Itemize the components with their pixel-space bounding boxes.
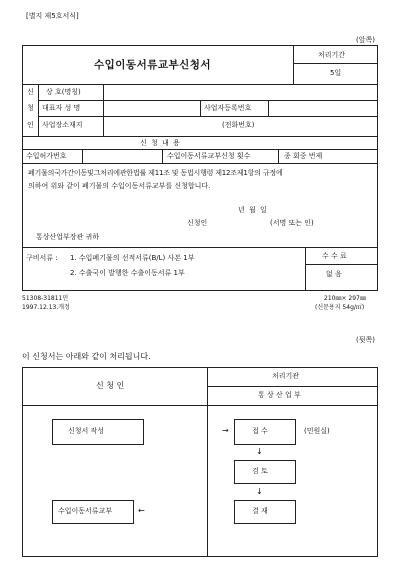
copies-requested-suffix: 종 회중 번제 bbox=[284, 152, 323, 160]
paper-size: 210㎜× 297㎜ bbox=[324, 295, 366, 302]
processing-period-value: 5일 bbox=[330, 69, 342, 77]
business-address-label: 사업장소재지 bbox=[42, 121, 83, 129]
attachment-item-1: 1. 수입폐기물의 선적서류(B/L) 사본 1부 bbox=[70, 254, 195, 262]
back-side-label: (뒷쪽) bbox=[356, 336, 375, 344]
form-number-label: [별지 제5호서식] bbox=[26, 12, 79, 20]
step-write-label: 신청서 작성 bbox=[68, 427, 105, 435]
step-issue-label: 수입이동서류교부 bbox=[58, 507, 113, 515]
addressee: 통상산업부장관 귀하 bbox=[36, 233, 100, 241]
form-title: 수입이동서류교부신청서 bbox=[94, 59, 212, 71]
attachments-label: 구비서류 : bbox=[26, 254, 58, 262]
request-content-heading: 신 청 내 용 bbox=[140, 139, 181, 147]
business-registration-label: 사업자등록번호 bbox=[204, 104, 252, 112]
processing-agency-label: 처리기관 bbox=[272, 372, 300, 380]
signature-label: (서명 또는 인) bbox=[270, 219, 314, 227]
back-intro-text: 이 신청서는 아래와 같이 처리됩니다. bbox=[22, 352, 151, 361]
step-receive-note: (민원실) bbox=[304, 427, 330, 435]
applicant-side-char-1: 신 bbox=[27, 88, 34, 96]
processing-period-label: 처리기간 bbox=[318, 51, 346, 59]
date-fields: 년 월 일 bbox=[238, 206, 268, 214]
applicant-side-char-2: 청 bbox=[27, 104, 34, 112]
attachment-item-2: 2. 수출국이 발행한 수출이동서류 1부 bbox=[70, 269, 185, 277]
fee-value: 없 음 bbox=[326, 270, 342, 278]
step-approve-label: 결 재 bbox=[252, 507, 268, 515]
statement-line-2: 의하여 위와 같이 폐기물의 수입이동서류교부를 신청합니다. bbox=[28, 182, 211, 190]
copies-requested-label: 수입이동서류교부신청 횟수 bbox=[167, 152, 251, 160]
step-review-label: 검 토 bbox=[252, 467, 268, 475]
phone-number-label: (전화번호) bbox=[222, 121, 255, 129]
arrow-down-icon: ↓ bbox=[256, 487, 263, 496]
applicant-sign-label: 신청인 bbox=[187, 219, 208, 227]
fee-label: 수 수 료 bbox=[322, 252, 347, 260]
statement-line-1: 폐기물의국가간이동및그처리에관한법률 제11조 및 동법시행령 제12조제1항의 규정에 bbox=[28, 169, 283, 177]
paper-spec: (신문용지 54g/㎡) bbox=[315, 304, 365, 311]
applicant-column-header: 신 청 인 bbox=[96, 381, 125, 390]
representative-name-label: 대표자 성 명 bbox=[42, 104, 81, 112]
import-permit-label: 수입허가번호 bbox=[26, 152, 67, 160]
arrow-right-icon: → bbox=[222, 426, 229, 435]
form-code: 51308-31811민 bbox=[22, 295, 69, 302]
front-side-label: (앞쪽) bbox=[356, 36, 375, 44]
arrow-left-icon: ← bbox=[138, 506, 145, 515]
arrow-down-icon: ↓ bbox=[256, 447, 263, 456]
applicant-side-char-3: 인 bbox=[27, 121, 34, 129]
process-flow-frame bbox=[22, 367, 378, 557]
company-name-label: 상 호(명칭) bbox=[46, 88, 81, 96]
ministry-label: 통 상 산 업 부 bbox=[258, 391, 301, 399]
revision-date: 1997.12.13.개정 bbox=[22, 304, 70, 311]
step-receive-label: 접 수 bbox=[252, 427, 268, 435]
